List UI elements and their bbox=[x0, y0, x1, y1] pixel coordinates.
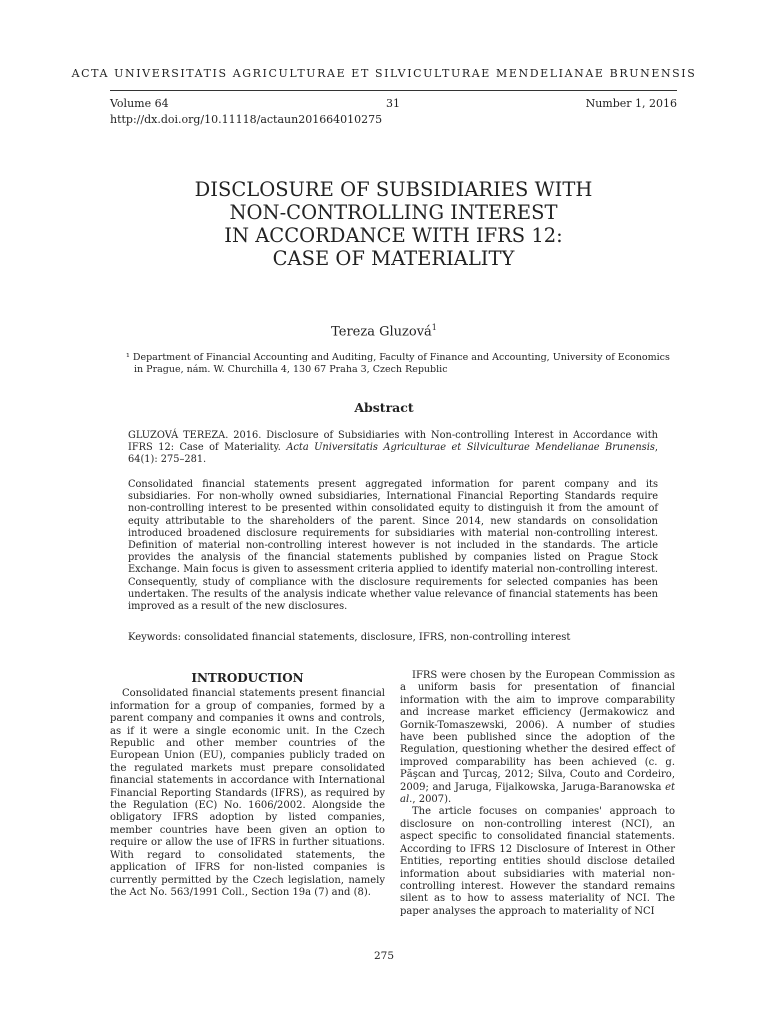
issue-page-number: 31 bbox=[386, 97, 400, 110]
affiliation bbox=[126, 352, 671, 376]
citation-text: GLUZOVÁ TEREZA. 2016. Disclosure of Subsidiaries with Non-controlling Interest in Accordance with IFRS 12: Case of Materiality. bbox=[128, 430, 658, 454]
introduction-heading: INTRODUCTION bbox=[191, 671, 304, 685]
affiliation-line: ¹ Department of Financial Accounting and Auditing, Faculty of Finance and Accounting, University of Economics bbox=[126, 352, 670, 363]
title-line: IN ACCORDANCE WITH IFRS 12: bbox=[224, 224, 563, 247]
paragraph: The article focuses on companies' approach to disclosure on non-controlling interest (NCI), an aspect specific to consolidated financial statements. According to IFRS 12 Disclosure of Interest in Other Entities, reporting entities should disclose detailed information about subsidiaries with material non-controlling interest. However the standard remains silent as to how to assess materiality of NCI. The paper analyses the approach to materiality of NCI bbox=[400, 806, 675, 917]
title-line: DISCLOSURE OF SUBSIDIARIES WITH bbox=[194, 178, 593, 201]
author-name bbox=[0, 323, 768, 339]
citation-tail: , 64(1): 275–281. bbox=[128, 442, 658, 466]
title-line: NON-CONTROLLING INTEREST bbox=[229, 201, 558, 224]
header-rule bbox=[110, 90, 677, 91]
article-title bbox=[110, 178, 677, 270]
title-line: CASE OF MATERIALITY bbox=[272, 247, 515, 270]
author-text: Tereza Gluzová bbox=[331, 324, 432, 340]
paragraph bbox=[400, 670, 675, 806]
paragraph: Consolidated financial statements present financial information for a group of companies, formed by a parent company and companies it owns and controls, as if it were a single economic unit. In the Czech Republic and other member countries of the European Union (EU), companies publicly traded on the regulated markets must prepare consolidated financial statements in accordance with International Financial Reporting Standards (IFRS), as required by the Regulation (EC) No. 1606/2002. Alongside the obligatory IFRS adoption by listed companies, member countries have been given an option to require or allow the use of IFRS in further situations. With regard to consolidated statements, the application of IFRS for non-listed companies is currently permitted by the Czech legislation, namely the Act No. 563/1991 Coll., Section 19a (7) and (8). bbox=[110, 688, 385, 898]
citation bbox=[128, 430, 658, 467]
paragraph-text: IFRS were chosen by the European Commission as a uniform basis for presentation of financial information with the aim to improve comparability and increase market efficiency (Jermakowicz and Gornik-Tomaszewski, 2006). A number of studies have been published since the adoption of the Regulation, questioning whether the desired effect of improved comparability has been achieved (c. g. Păşcan and Ţurcaş, 2012; Silva, Couto and Cordeiro, 2009; and Jaruga, Fijalkowska, Jaruga-Baranowska bbox=[400, 670, 675, 793]
paragraph-text: ., 2007). bbox=[409, 794, 452, 806]
page-folio: 275 bbox=[373, 950, 395, 962]
doi-link[interactable]: http://dx.doi.org/10.11118/actaun201664010275 bbox=[110, 113, 383, 126]
citation-journal: Acta Universitatis Agriculturae et Silviculturae Mendelianae Brunensis bbox=[286, 442, 655, 454]
right-column bbox=[400, 670, 675, 918]
abstract-heading: Abstract bbox=[354, 400, 414, 415]
affiliation-line: in Prague, nám. W. Churchilla 4, 130 67 Praha 3, Czech Republic bbox=[134, 364, 448, 375]
issue-label: Number 1, 2016 bbox=[585, 97, 677, 110]
et-al: et al bbox=[400, 781, 675, 806]
keywords: Keywords: consolidated financial statements, disclosure, IFRS, non-controlling interest bbox=[128, 632, 571, 643]
abstract-body: Consolidated financial statements present aggregated information for parent company and its subsidiaries. For non-wholly owned subsidiaries, International Financial Reporting Standards require non-controlling interest to be presented within consolidated equity to distinguish it from the amount of equity attributable to the shareholders of the parent. Since 2014, new standards on consolidation introduced broadened disclosure requirements for subsidiaries with material non-controlling interest. Definition of material non-controlling interest however is not included in the standards. The article provides the analysis of the financial statements published by companies listed on Prague Stock Exchange. Main focus is given to assessment criteria applied to identify material non-controlling interest. Consequently, study of compliance with the disclosure requirements for selected companies has been undertaken. The results of the analysis indicate whether value relevance of financial statements has been improved as a result of the new disclosures. bbox=[128, 479, 658, 613]
author-superscript: 1 bbox=[431, 323, 437, 332]
journal-name: ACTA UNIVERSITATIS AGRICULTURAE ET SILVICULTURAE MENDELIANAE BRUNENSIS bbox=[71, 67, 697, 80]
left-column bbox=[110, 672, 385, 899]
volume-label: Volume 64 bbox=[110, 97, 169, 110]
